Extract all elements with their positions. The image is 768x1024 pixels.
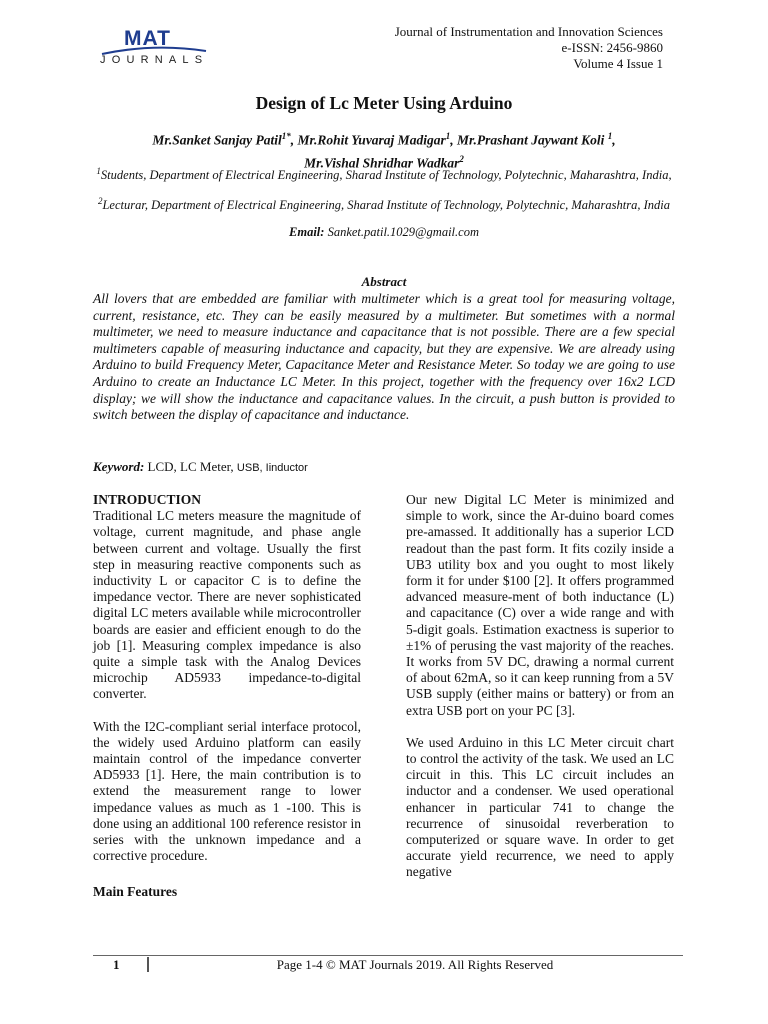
section-heading-main-features: Main Features (93, 884, 178, 900)
left-column (93, 492, 361, 917)
affiliation-2 (90, 193, 678, 213)
author-name: Mr.Sanket Sanjay Patil (152, 132, 282, 148)
affiliation-text: Lecturar, Department of Electrical Engineering, Sharad Institute of Technology, Polytechnic, Maharashtra, India (102, 198, 671, 213)
author-sup: 1 (607, 131, 613, 141)
journal-logo (96, 27, 211, 71)
paper-title: Design of Lc Meter Using Arduino (255, 93, 513, 113)
paragraph: We used Arduino in this LC Meter circuit chart to control the activity of the task. We used an LC circuit in this. This LC circuit includes an inductor and a condenser. We used operational enhancer in particular 741 to change the recurrence of sinusoidal reverberation to computerized or square wave. In order to get accurate yield recurrence, we need to apply negative (406, 734, 674, 880)
abstract-heading: Abstract (361, 274, 407, 289)
footer-divider (93, 955, 683, 956)
journal-info (395, 24, 663, 72)
journal-volume: Volume 4 Issue 1 (573, 56, 663, 71)
affiliation-sup: 1 (96, 166, 101, 176)
author-name: , Mr.Prashant Jaywant Koli (450, 132, 608, 148)
page-number: 1 (113, 957, 120, 972)
affiliation-text: Students, Department of Electrical Engineering, Sharad Institute of Technology, Polytechnic, Maharashtra, India, (100, 168, 672, 183)
journal-name: Journal of Instrumentation and Innovation Sciences (394, 24, 663, 39)
author-sup: 2 (459, 153, 464, 164)
keyword-list-extra: USB, Iinductor (236, 462, 308, 474)
affiliation-sup: 2 (97, 196, 103, 206)
author-sup: 1 (445, 131, 451, 141)
affiliation-1 (90, 163, 678, 183)
keyword-label: Keyword: (93, 459, 145, 474)
keywords (93, 459, 308, 475)
right-column (406, 492, 674, 897)
author-name: Mr.Vishal Shridhar Wadkar (304, 155, 460, 170)
email-label: Email: (289, 225, 325, 239)
paragraph: Our new Digital LC Meter is minimized and simple to work, since the Ar-duino board comes pre-amassed. It additionally has a superior LCD readout than the past form. It fits cozily inside a UB3 utility box and you ought to most likely form it for under $100 [2]. It offers programmed advanced measure-ment of both inductance (L) and capacitance (C) over a wide range and with 5-digit goals. Estimation exactness is superior to ±1% of perusing the vast majority of the reaches. It works from 5V DC, drawing a normal current of about 62mA, so it can keep running from a 5V USB supply (either mains or battery) or from an extra USB port on your PC [3]. (406, 492, 674, 718)
paragraph: With the I2C-compliant serial interface protocol, the widely used Arduino platform can easily maintain control of the impedance converter AD5933 [1]. Here, the main contribution is to extend the measurement range to lower impedance values as much as 1 -100. This is done using an additional 100 reference resistor in series with the unknown impedance and a corrective procedure. (93, 718, 361, 864)
logo-brand: MAT (124, 27, 171, 50)
email-link[interactable]: Sanket.patil.1029@gmail.com (327, 225, 479, 239)
author-name: , Mr.Rohit Yuvaraj Madigar (290, 132, 446, 148)
section-heading-introduction: INTRODUCTION (93, 492, 202, 507)
abstract-text: All lovers that are embedded are familiar with multimeter which is a great tool for measuring voltage, current, resistance, etc. They can be easily measured by a multimeter. But sometimes with a normal multimeter, we need to measure inductance and capacitance that is not possible. There are a few special multimeters capable of measuring inductance and capacity, but they are expensive. We are already using Arduino to build Frequency Meter, Capacitance Meter and Resistance Meter. So today we are going to use Arduino to create an Inductance LC Meter. In this project, together with the frequency over 16x2 LCD display; we will show the inductance and capacitance values. In the circuit, a push button is provided to switch between the display of capacitance and inductance. (93, 291, 675, 423)
footer-copyright: Page 1-4 © MAT Journals 2019. All Rights Reserved (276, 957, 554, 972)
journal-issn: e-ISSN: 2456-9860 (561, 40, 663, 55)
author-sep: , (612, 132, 616, 148)
paragraph: Traditional LC meters measure the magnitude of voltage, current magnitude, and phase angle between current and voltage. Usually the first step in measuring reactive components such as inductivity L or capacitor C is to define the impedance vector. There are never sophisticated digital LC meters available while microcontroller boards are easier and efficient enough to do the job [1]. Measuring complex impedance is also quite a simple task with the Analog Devices microchip AD5933 impedance-to-digital converter. (93, 508, 361, 702)
author-sup: 1* (281, 131, 291, 141)
logo-subtitle: JOURNALS (100, 54, 209, 66)
keyword-list: LCD, LC Meter, (147, 459, 234, 474)
author-email (90, 225, 678, 240)
